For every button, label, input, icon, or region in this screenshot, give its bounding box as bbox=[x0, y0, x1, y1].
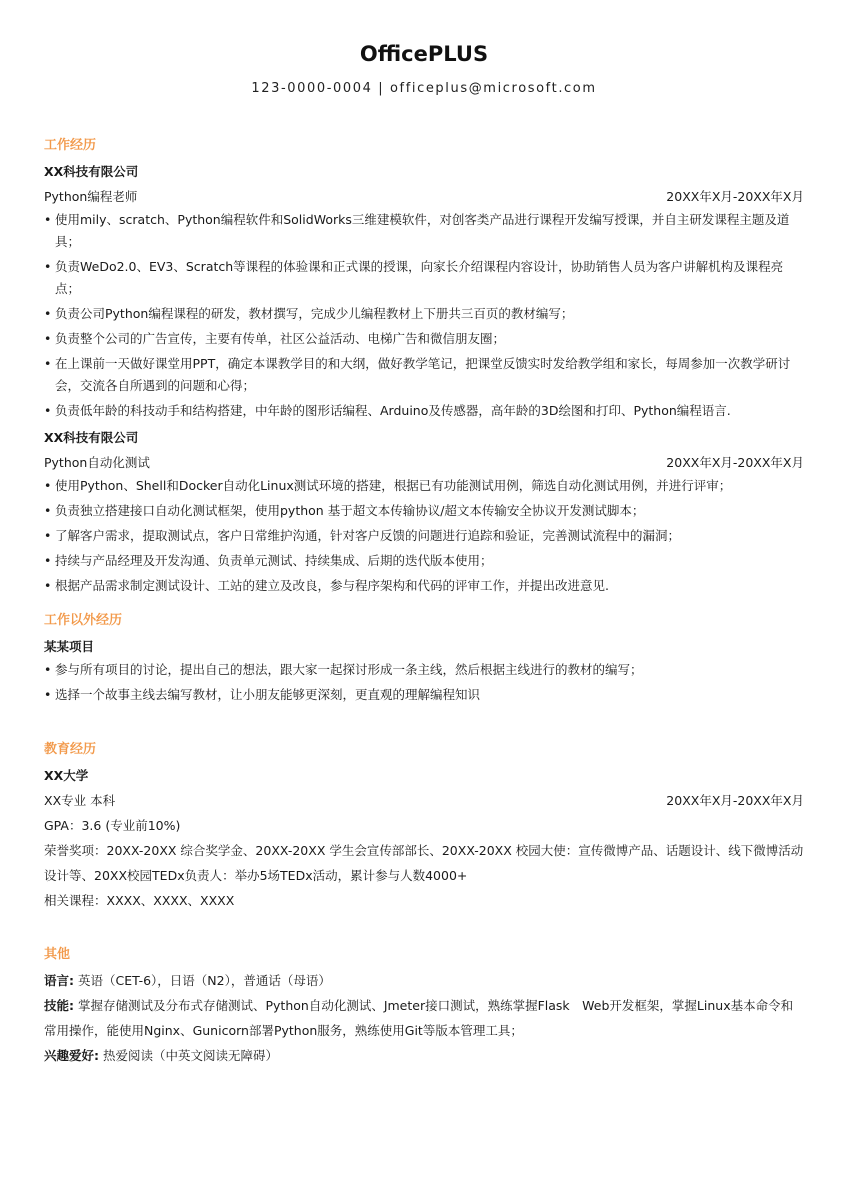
misc-title: 其他 bbox=[44, 947, 71, 962]
job-row bbox=[44, 184, 804, 209]
job-bullet: • 负责WeDo2.0、EV3、Scratch等课程的体验课和正式课的授课，向家长介绍课程内容设计，协助销售人员为客户讲解机构及课程亮点； bbox=[44, 256, 804, 300]
job-bullet: • 负责公司Python编程课程的研发，教材撰写，完成少儿编程教材上下册共三百页的教材编写； bbox=[44, 303, 804, 325]
education-section bbox=[44, 737, 804, 913]
project-bullet: • 选择一个故事主线去编写教材，让小朋友能够更深刻，更直观的理解编程知识 bbox=[44, 684, 804, 706]
hobby-value: 热爱阅读（中英文阅读无障碍） bbox=[102, 1048, 278, 1063]
hobby-line bbox=[44, 1043, 804, 1068]
other-experience-title: 工作以外经历 bbox=[44, 613, 123, 628]
work-section-title: 工作经历 bbox=[44, 138, 97, 153]
major: XX专业 本科 bbox=[44, 793, 116, 808]
project-name: 某某项目 bbox=[44, 639, 95, 654]
company-name: XX科技有限公司 bbox=[44, 164, 139, 179]
job-role: Python编程老师 bbox=[44, 189, 138, 204]
honors: 荣誉奖项：20XX-20XX 综合奖学金、20XX-20XX 学生会宣传部部长、20XX-20XX 校园大使：宣传微博产品、话题设计、线下微博活动设计等、20XX校园TEDx负责人：举办5场TEDx活动，累计参与人数4000+ bbox=[44, 843, 804, 883]
job-date: 20XX年X月-20XX年X月 bbox=[666, 455, 804, 470]
skills-label: 技能: bbox=[44, 998, 74, 1013]
other-experience-section bbox=[44, 608, 804, 709]
school-name: XX大学 bbox=[44, 768, 89, 783]
language-label: 语言: bbox=[44, 973, 74, 988]
job-bullet: • 了解客户需求，提取测试点，客户日常维护沟通，针对客户反馈的问题进行追踪和验证，完善测试流程中的漏洞； bbox=[44, 525, 804, 547]
contact-line: 123-0000-0004 | officeplus@microsoft.com bbox=[251, 81, 597, 96]
language-value: 英语（CET-6），日语（N2），普通话（母语） bbox=[77, 973, 331, 988]
job-bullet: • 负责低年龄的科技动手和结构搭建，中年龄的图形话编程、Arduino及传感器，高年龄的3D绘图和打印、Python编程语言. bbox=[44, 400, 804, 422]
job-bullet: • 使用Python、Shell和Docker自动化Linux测试环境的搭建，根据已有功能测试用例，筛选自动化测试用例，并进行评审； bbox=[44, 475, 804, 497]
job-row bbox=[44, 450, 804, 475]
education-row bbox=[44, 788, 804, 813]
job-date: 20XX年X月-20XX年X月 bbox=[666, 189, 804, 204]
candidate-name: OfficePLUS bbox=[359, 42, 489, 66]
project-bullet: • 参与所有项目的讨论，提出自己的想法，跟大家一起探讨形成一条主线，然后根据主线进行的教材的编写； bbox=[44, 659, 804, 681]
hobby-label: 兴趣爱好: bbox=[44, 1048, 99, 1063]
skills-value: 掌握存储测试及分布式存储测试、Python自动化测试、Jmeter接口测试，熟练掌握Flask Web开发框架，掌握Linux基本命令和常用操作，能使用Nginx、Gunicorn部署Python服务，熟练使用Git等版本管理工具； bbox=[44, 998, 794, 1038]
courses: 相关课程：XXXX、XXXX、XXXX bbox=[44, 893, 235, 908]
work-section bbox=[44, 133, 804, 600]
skills-line bbox=[44, 993, 804, 1043]
language-line bbox=[44, 968, 804, 993]
job-role: Python自动化测试 bbox=[44, 455, 150, 470]
job-bullet: • 在上课前一天做好课堂用PPT，确定本课教学目的和大纲，做好教学笔记，把课堂反馈实时发给教学组和家长，每周参加一次教学研讨会，交流各自所遇到的问题和心得； bbox=[44, 353, 804, 397]
education-date: 20XX年X月-20XX年X月 bbox=[666, 793, 804, 808]
job-bullet: • 负责整个公司的广告宣传，主要有传单，社区公益活动、电梯广告和微信朋友圈； bbox=[44, 328, 804, 350]
gpa: GPA：3.6 (专业前10%) bbox=[44, 818, 181, 833]
job-bullet: • 根据产品需求制定测试设计、工站的建立及改良，参与程序架构和代码的评审工作，并提出改进意见. bbox=[44, 575, 804, 597]
job-bullet: • 负责独立搭建接口自动化测试框架，使用python 基于超文本传输协议/超文本传输安全协议开发测试脚本； bbox=[44, 500, 804, 522]
company-name: XX科技有限公司 bbox=[44, 430, 139, 445]
misc-section bbox=[44, 942, 804, 1068]
job-bullet: • 持续与产品经理及开发沟通、负责单元测试、持续集成、后期的迭代版本使用； bbox=[44, 550, 804, 572]
job-bullet: • 使用mily、scratch、Python编程软件和SolidWorks三维建模软件，对创客类产品进行课程开发编写授课，并自主研发课程主题及道具； bbox=[44, 209, 804, 253]
education-title: 教育经历 bbox=[44, 742, 97, 757]
